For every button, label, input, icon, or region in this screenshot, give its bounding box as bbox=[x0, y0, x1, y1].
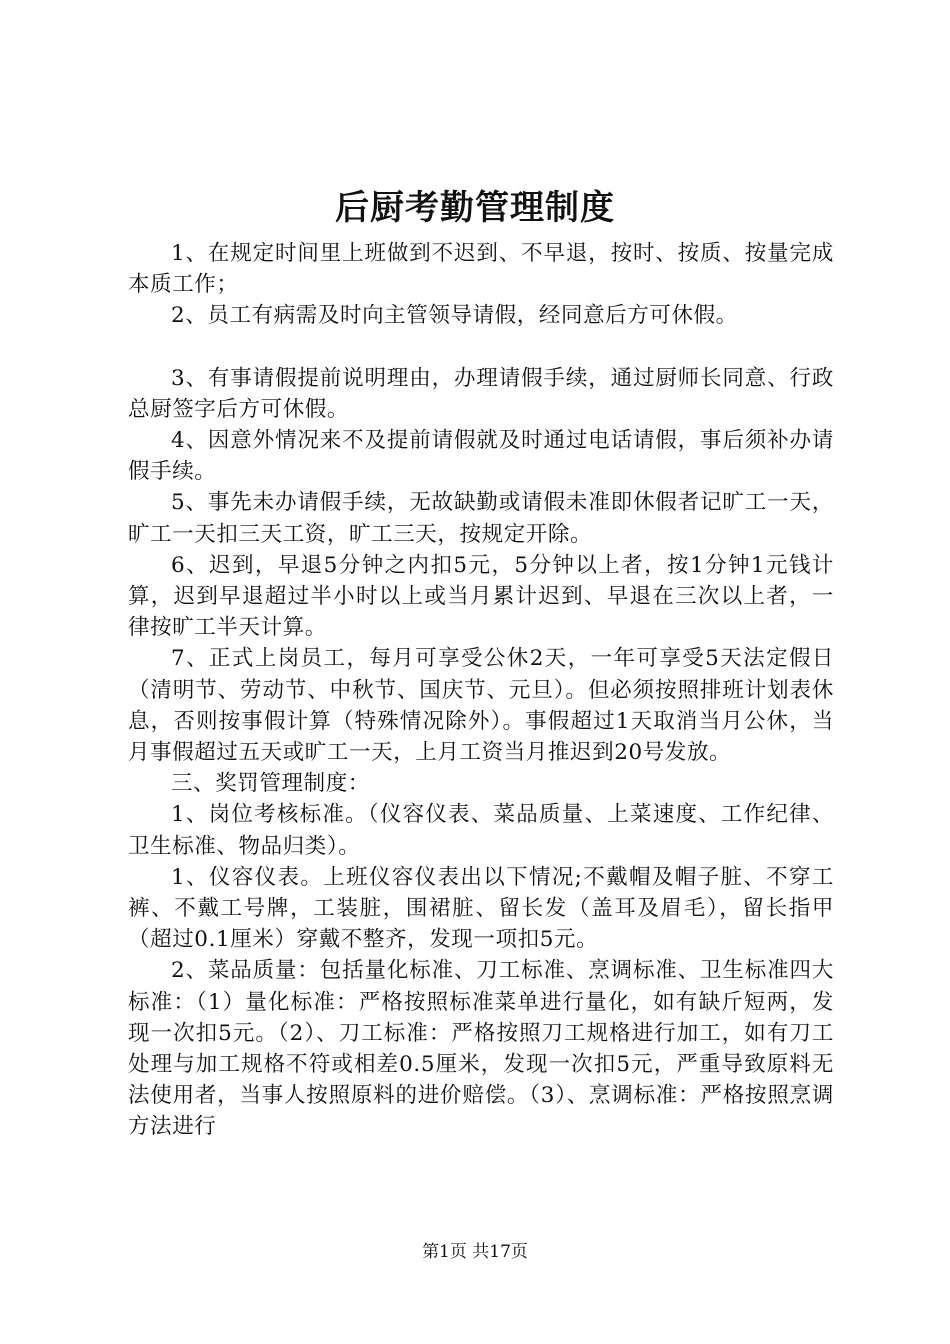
paragraph-appearance: 1、仪容仪表。上班仪容仪表出以下情况;不戴帽及帽子脏、不穿工裤、不戴工号牌，工装脏，围裙脏、留长发（盖耳及眉毛），留长指甲（超过0.1厘米）穿戴不整齐，发现一项扣5元。 bbox=[128, 864, 834, 953]
paragraph-6: 6、迟到，早退5分钟之内扣5元，5分钟以上者，按1分钟1元钱计算，迟到早退超过半小时以上或当月累计迟到、早退在三次以上者，一律按旷工半天计算。 bbox=[128, 552, 834, 641]
paragraph-dish-quality: 2、菜品质量：包括量化标准、刀工标准、烹调标准、卫生标准四大标准：（1）量化标准：严格按照标准菜单进行量化，如有缺斤短两，发现一次扣5元。（2）、刀工标准：严格按照刀工规格进行加工，如有刀工处理与加工规格不符或相差0.5厘米，发现一次扣5元，严重导致原料无法使用者，当事人按照原料的进价赔偿。（3）、烹调标准：严格按照烹调方法进行 bbox=[128, 958, 834, 1140]
section-heading-rewards: 三、奖罚管理制度： bbox=[171, 771, 370, 797]
paragraph-3: 3、有事请假提前说明理由，办理请假手续，通过厨师长同意、行政总厨签字后方可休假。 bbox=[128, 365, 834, 422]
paragraph-2: 2、员工有病需及时向主管领导请假，经同意后方可休假。 bbox=[171, 303, 738, 329]
paragraph-post-standards: 1、岗位考核标准。（仪容仪表、菜品质量、上菜速度、工作纪律、卫生标准、物品归类）。 bbox=[128, 802, 834, 859]
document-body bbox=[128, 238, 834, 1143]
paragraph-1: 1、在规定时间里上班做到不迟到、不早退，按时、按质、按量完成本质工作； bbox=[128, 241, 834, 298]
page-footer: 第1页 共17页 bbox=[422, 1242, 528, 1262]
paragraph-4: 4、因意外情况来不及提前请假就及时通过电话请假，事后须补办请假手续。 bbox=[128, 428, 834, 485]
paragraph-5: 5、事先未办请假手续，无故缺勤或请假未准即休假者记旷工一天，旷工一天扣三天工资，旷工三天，按规定开除。 bbox=[128, 490, 834, 547]
document-title: 后厨考勤管理制度 bbox=[335, 188, 615, 228]
paragraph-7: 7、正式上岗员工，每月可享受公休2天，一年可享受5天法定假日（清明节、劳动节、中秋节、国庆节、元旦）。但必须按照排班计划表休息，否则按事假计算（特殊情况除外）。事假超过1天取消当月公休，当月事假超过五天或旷工一天，上月工资当月推迟到20号发放。 bbox=[128, 646, 834, 766]
